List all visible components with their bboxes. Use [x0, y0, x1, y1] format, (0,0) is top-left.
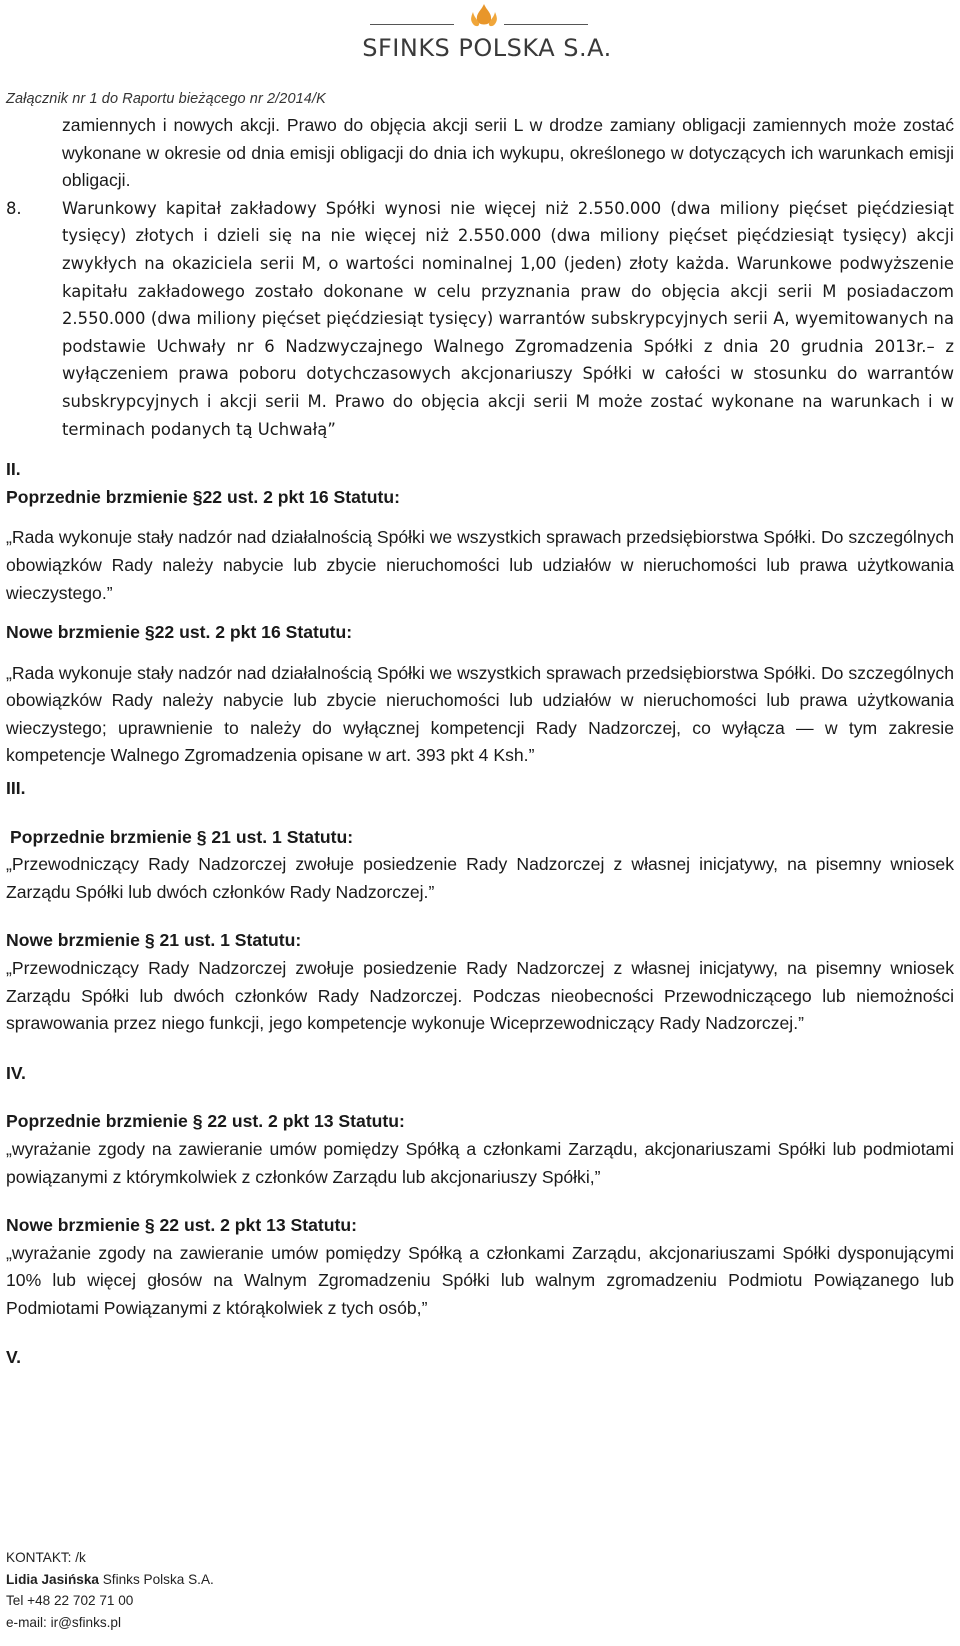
new-wording-heading: Nowe brzmienie §22 ust. 2 pkt 16 Statutu: [6, 622, 353, 643]
contact-company: Sfinks Polska S.A. [98, 1571, 214, 1587]
new-wording-heading: Nowe brzmienie § 21 ust. 1 Statutu: [6, 930, 302, 951]
contact-block [6, 1547, 214, 1633]
contact-person [6, 1569, 214, 1591]
previous-wording-text: „Rada wykonuje stały nadzór nad działalnością Spółki we wszystkich sprawach przedsiębiorstwa Spółki. Do szczególnych obowiązków Rady należy nabycie lub zbycie nieruchomości lub udziałów w nieruchomości lub prawa użytkowania wieczystego.” [6, 527, 954, 603]
list-item-text: Warunkowy kapitał zakładowy Spółki wynosi nie więcej niż 2.550.000 (dwa miliony pięćset pięćdziesiąt tysięcy) złotych i dzieli się na nie więcej niż 2.550.000 (dwa miliony pięćset pięćdziesiąt tysięcy) akcji zwykłych na okaziciela serii M, o wartości nominalnej 1,00 (jeden) złoty każda. Warunkowe podwyższenie kapitału zakładowego zostało dokonane w celu przyznania praw do objęcia akcji serii M posiadaczom 2.550.000 (dwa miliony pięćset pięćdziesiąt tysięcy) warrantów subskrypcyjnych serii A, wyemitowanych na podstawie Uchwały nr 6 Nadzwyczajnego Walnego Zgromadzenia Spółki z dnia 20 grudnia 2013r.– z wyłączeniem prawa poboru dotychczasowych akcjonariuszy Spółki w całości w stosunku do warrantów subskrypcyjnych i akcji serii M. Prawo do objęcia akcji serii M może zostać wykonane na warunkach i w terminach podanych tą Uchwałą” [62, 198, 954, 439]
contact-name: Lidia Jasińska [6, 1571, 99, 1587]
new-wording-text: „wyrażanie zgody na zawieranie umów pomiędzy Spółką a członkami Zarządu, akcjonariuszami Spółki dysponującymi 10% lub więcej głosów na Walnym Zgromadzeniu Spółki lub walnym zgromadzeniu Podmiotu Powiązanego lub Podmiotami Powiązanymi z którąkolwiek z tych osób,” [6, 1242, 954, 1318]
section-roman-numeral: IV. [6, 1062, 26, 1083]
previous-wording-text: „wyrażanie zgody na zawieranie umów pomiędzy Spółką a członkami Zarządu, akcjonariuszami Spółki lub podmiotami powiązanymi z którymkolwiek z członków Zarządu lub akcjonariuszy Spółki,” [6, 1139, 954, 1187]
attachment-note: Załącznik nr 1 do Raportu bieżącego nr 2/2014/K [6, 91, 326, 107]
contact-phone: Tel +48 22 702 71 00 [6, 1593, 134, 1608]
flame-icon [462, 2, 506, 32]
contact-email[interactable]: e-mail: ir@sfinks.pl [6, 1614, 122, 1630]
previous-wording-heading: Poprzednie brzmienie § 21 ust. 1 Statutu: [10, 826, 354, 847]
contact-label: KONTAKT: /k [6, 1550, 86, 1565]
new-wording-text: „Rada wykonuje stały nadzór nad działalnością Spółki we wszystkich sprawach przedsiębiorstwa Spółki. Do szczególnych obowiązków Rady należy nabycie lub zbycie nieruchomości lub udziałów w nieruchomości lub prawa użytkowania wieczystego; uprawnienie to należy do wyłącznej kompetencji Rady Nadzorczej, co wyłącza — w tym zakresie kompetencje Walnego Zgromadzenia opisane w art. 393 pkt 4 Ksh.” [6, 662, 954, 766]
logo-wordmark: SFINKS POLSKA S.A. [362, 34, 612, 62]
previous-wording-heading: Poprzednie brzmienie §22 ust. 2 pkt 16 Statutu: [6, 486, 400, 507]
logo-rule-left [370, 24, 454, 25]
logo-rule-right [504, 24, 588, 25]
section-roman-numeral: V. [6, 1346, 22, 1367]
company-logo [352, 2, 622, 74]
new-wording-heading: Nowe brzmienie § 22 ust. 2 pkt 13 Statutu: [6, 1215, 357, 1236]
section-roman-numeral: II. [6, 459, 21, 480]
page-header [0, 0, 960, 107]
previous-wording-text: „Przewodniczący Rady Nadzorczej zwołuje posiedzenie Rady Nadzorczej z własnej inicjatywy, na pisemny wniosek Zarządu Spółki lub dwóch członków Rady Nadzorczej.” [6, 854, 954, 902]
new-wording-text: „Przewodniczący Rady Nadzorczej zwołuje posiedzenie Rady Nadzorczej z własnej inicjatywy, na pisemny wniosek Zarządu Spółki lub dwóch członków Rady Nadzorczej. Podczas nieobecności Przewodniczącego lub niemożności sprawowania przez niego funkcji, jego kompetencje wykonuje Wiceprzewodniczący Rady Nadzorczej.” [6, 958, 954, 1034]
document-body [6, 112, 954, 1371]
section-roman-numeral: III. [6, 778, 26, 799]
previous-wording-heading: Poprzednie brzmienie § 22 ust. 2 pkt 13 Statutu: [6, 1111, 405, 1132]
list-item-8 [6, 195, 954, 443]
continuation-paragraph: zamiennych i nowych akcji. Prawo do objęcia akcji serii L w drodze zamiany obligacji zamiennych może zostać wykonane w okresie od dnia emisji obligacji do dnia ich wykupu, określonego w dotyczących ich warunkach emisji obligacji. [62, 115, 954, 191]
list-item-number: 8. [6, 198, 22, 218]
